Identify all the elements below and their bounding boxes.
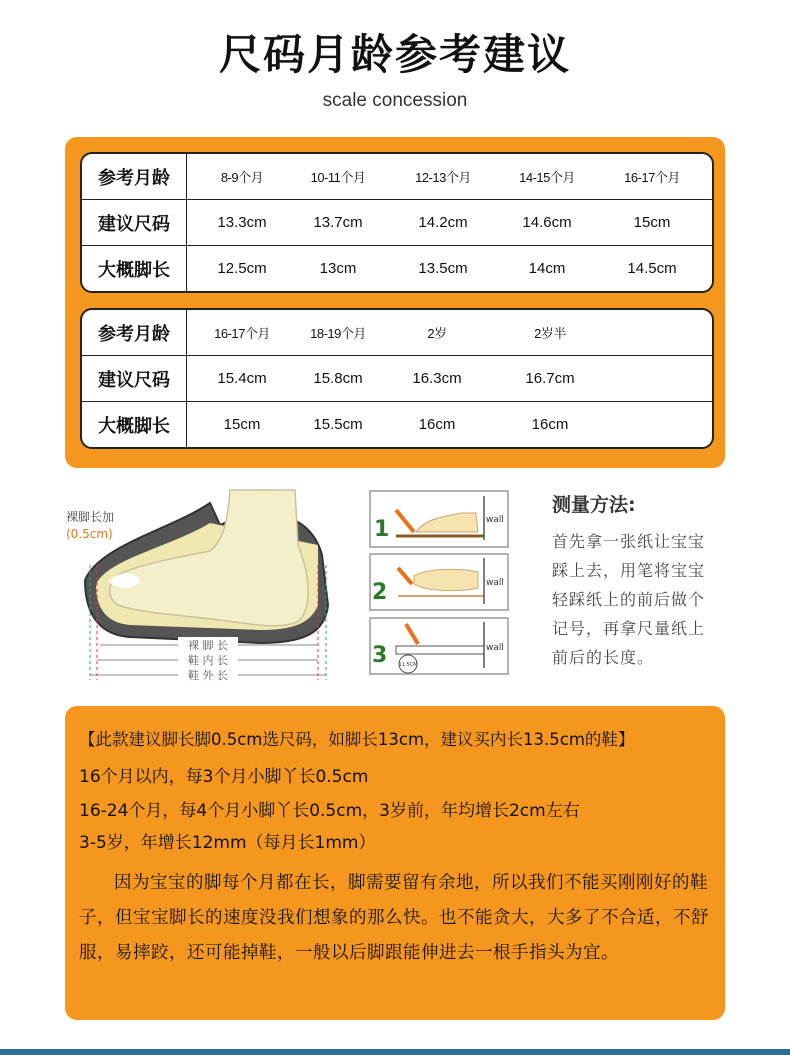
- advice-line: 16-24个月，每4个月小脚丫长0.5cm，3岁前，年均增长2cm左右: [79, 801, 580, 821]
- step-1: [370, 491, 508, 547]
- table-cell: 14cm: [528, 260, 566, 277]
- table-cell: 16-17个月: [214, 326, 270, 341]
- dim-label-bare-foot: 裸 脚 长: [188, 639, 228, 652]
- table-cell: 15.5cm: [313, 416, 363, 433]
- table-cell: 16cm: [418, 416, 456, 433]
- table-cell: 8-9个月: [220, 170, 264, 185]
- table-row: [82, 402, 712, 447]
- foot-measure-diagram: [60, 485, 350, 685]
- advice-paragraph: 因为宝宝的脚每个月都在长，脚需要留有余地，所以我们不能买刚刚好的鞋子，但宝宝脚长的速度没我们想象的那么快。也不能贪大，大多了不合适，不舒服，易摔跤，还可能掉鞋，一般以后脚跟能伸进去一根手指头为宜。: [79, 873, 709, 963]
- table-cell: 10-11个月: [310, 170, 366, 185]
- table-cell: 15.8cm: [313, 370, 363, 387]
- advice-line: 16个月以内，每3个月小脚丫长0.5cm: [79, 767, 369, 787]
- dim-label-inner: 鞋 内 长: [188, 654, 228, 667]
- size-table-2: [80, 308, 714, 449]
- table-row: [82, 246, 712, 291]
- method-line: 踩上去，用笔将宝宝: [552, 561, 706, 580]
- wall-label: wall: [486, 578, 504, 588]
- table-cell: 14.2cm: [418, 214, 468, 231]
- table-cell: 13.7cm: [313, 214, 363, 231]
- dim-label-outer: 鞋 外 长: [188, 669, 228, 682]
- table-row: [82, 356, 712, 402]
- step-3: [370, 618, 508, 674]
- table-cell: 13.3cm: [217, 214, 267, 231]
- step-2: [370, 554, 508, 610]
- table-row: [82, 310, 712, 356]
- measure-steps-illustration: [366, 488, 512, 680]
- method-description: [552, 527, 727, 672]
- method-line: 记号，再拿尺量纸上: [552, 619, 706, 638]
- bare-foot-plus-label: 裸脚长加: [66, 510, 115, 524]
- page-title: 尺码月龄参考建议: [218, 30, 571, 79]
- advice-panel: [65, 706, 725, 1020]
- table-cell: 16cm: [531, 416, 569, 433]
- wall-label: wall: [486, 515, 504, 525]
- table-cell: 14-15个月: [519, 170, 575, 185]
- method-title: 测量方法:: [552, 494, 636, 516]
- bare-foot-plus-value: (0.5cm): [66, 527, 113, 541]
- method-line: 轻踩纸上的前后做个: [552, 590, 706, 609]
- table-row: [82, 200, 712, 246]
- ruler-badge: 11.5CM: [398, 662, 418, 668]
- table-cell: 15cm: [223, 416, 261, 433]
- table-row: [82, 154, 712, 200]
- table-cell: 12-13个月: [415, 170, 471, 185]
- method-line: 前后的长度。: [552, 648, 655, 667]
- row-header: 参考月龄: [82, 310, 187, 355]
- table-cell: 16-17个月: [624, 170, 680, 185]
- page-subtitle: scale concession: [322, 90, 468, 111]
- row-header: 大概脚长: [82, 246, 187, 291]
- advice-headline: 【此款建议脚长脚0.5cm选尺码，如脚长13cm，建议买内长13.5cm的鞋】: [79, 730, 635, 749]
- table-cell: 16.7cm: [525, 370, 575, 387]
- table-cell: 16.3cm: [412, 370, 462, 387]
- row-header: 建议尺码: [82, 200, 187, 245]
- table-cell: 12.5cm: [217, 260, 267, 277]
- table-cell: 2岁: [427, 326, 447, 341]
- step-2-number: 2: [372, 580, 388, 605]
- method-line: 首先拿一张纸让宝宝: [552, 532, 706, 551]
- bottom-bar: [0, 1049, 790, 1055]
- size-chart-panel: [65, 137, 725, 468]
- table-cell: 14.6cm: [522, 214, 572, 231]
- wall-label: wall: [486, 643, 504, 653]
- row-header: 参考月龄: [82, 154, 187, 199]
- table-cell: 13cm: [319, 260, 357, 277]
- table-cell: 18-19个月: [310, 326, 366, 341]
- table-cell: 14.5cm: [627, 260, 677, 277]
- table-cell: 13.5cm: [418, 260, 468, 277]
- row-header: 建议尺码: [82, 356, 187, 401]
- table-cell: 15cm: [633, 214, 671, 231]
- table-cell: 2岁半: [534, 326, 566, 341]
- row-header: 大概脚长: [82, 402, 187, 447]
- size-table-1: [80, 152, 714, 293]
- advice-line: 3-5岁，年增长12mm（每月长1mm）: [79, 833, 376, 853]
- step-3-number: 3: [372, 643, 388, 668]
- step-1-number: 1: [374, 517, 390, 542]
- table-cell: 15.4cm: [217, 370, 267, 387]
